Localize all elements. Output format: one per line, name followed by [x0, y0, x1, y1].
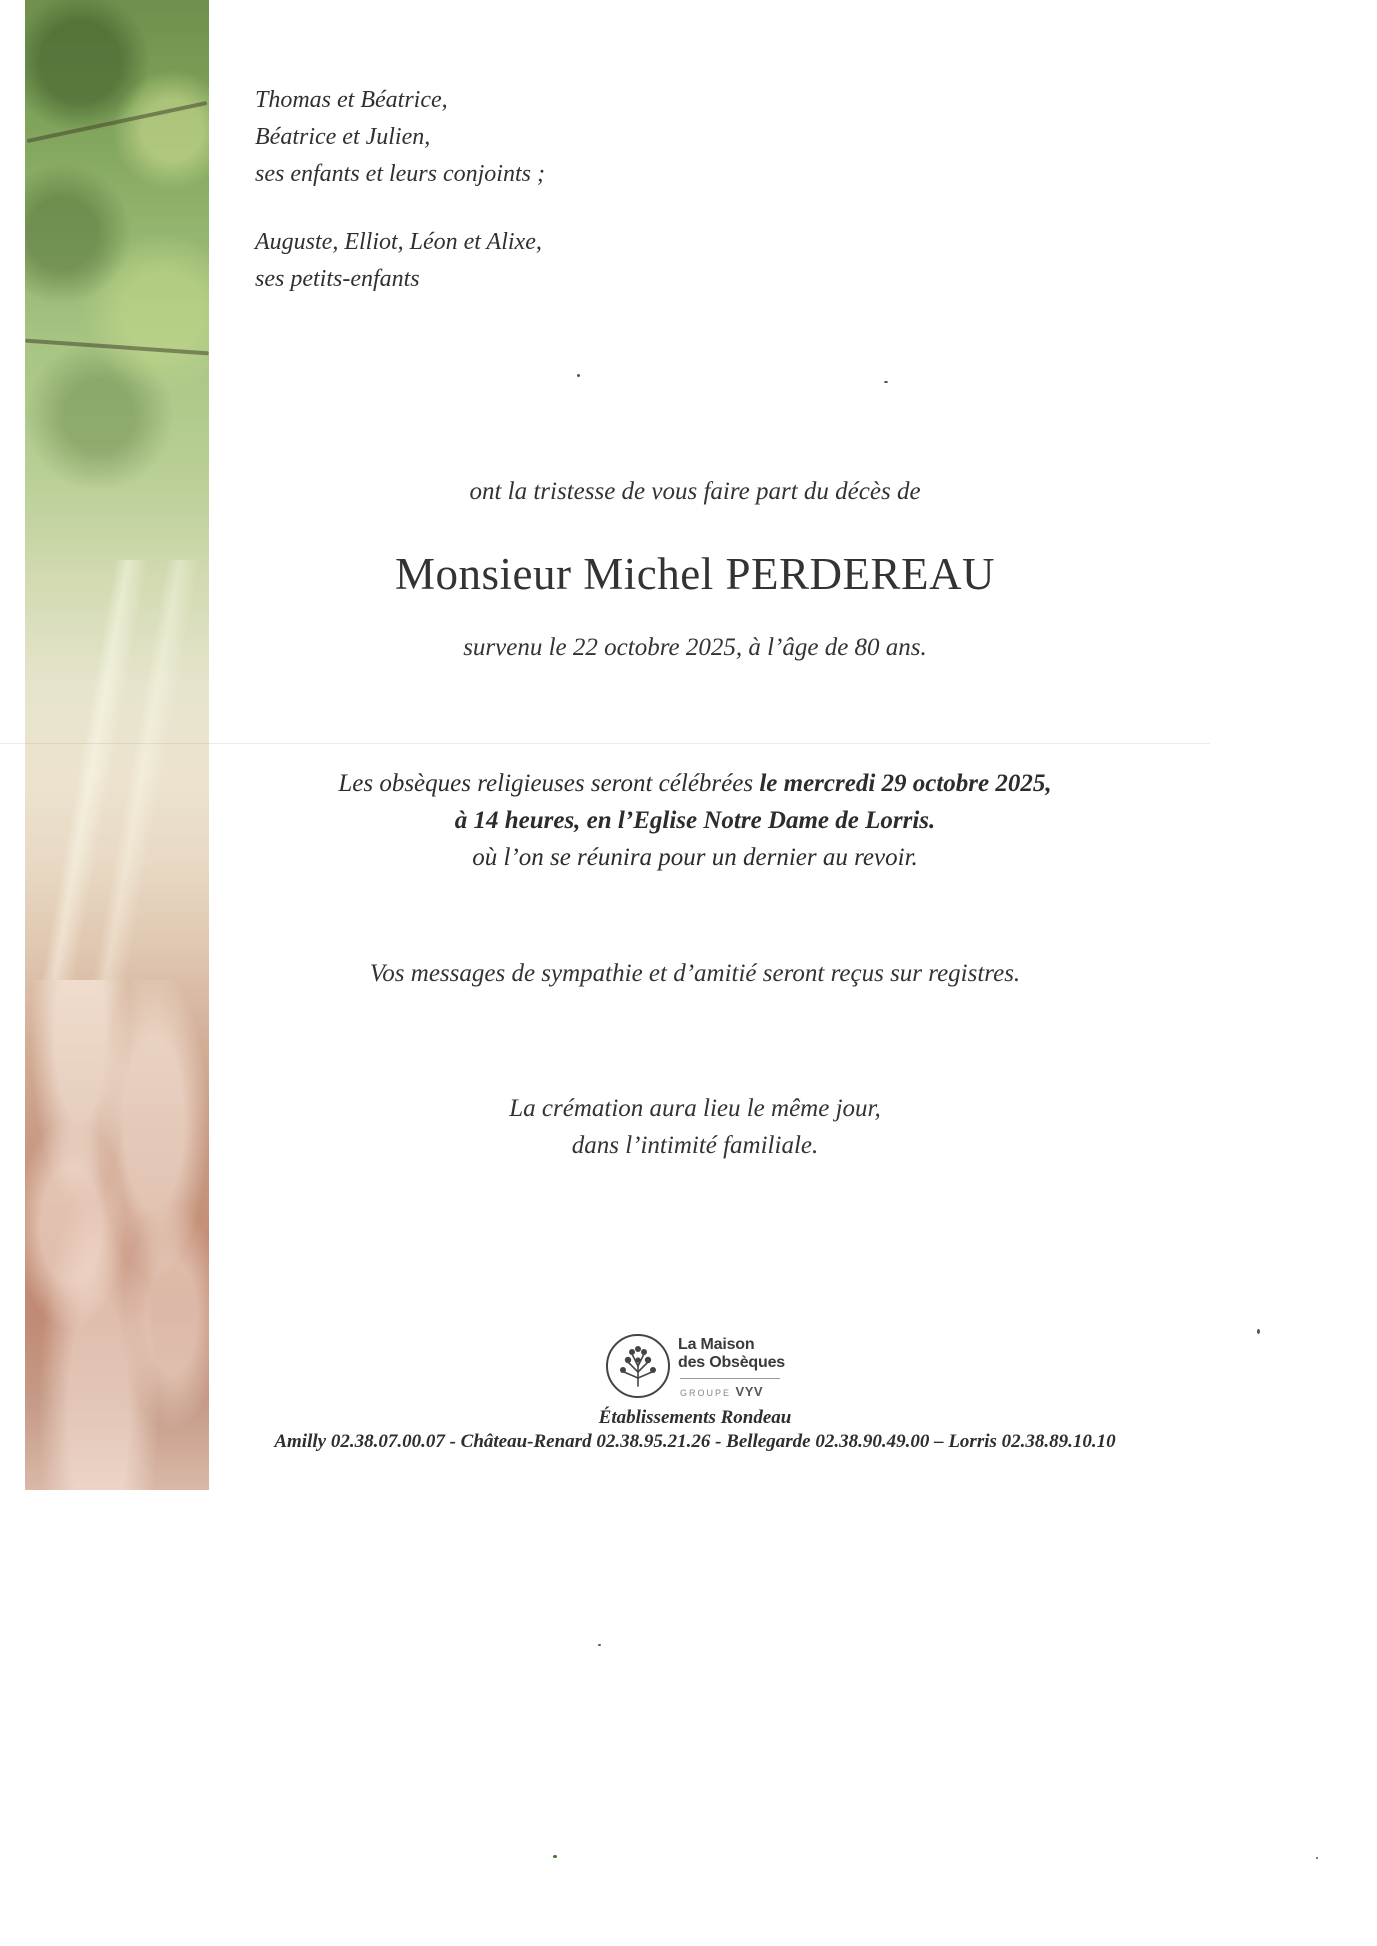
grandchildren-line: ses petits-enfants	[255, 266, 420, 292]
children-line: ses enfants et leurs conjoints ;	[255, 161, 545, 187]
funeral-details	[200, 765, 1190, 876]
logo-group-label	[680, 1384, 763, 1399]
fold-line	[0, 743, 1210, 744]
cremation-line-1: La crémation aura lieu le même jour,	[509, 1095, 881, 1122]
contact-phone-numbers: Amilly 02.38.07.00.07 - Château-Renard 02.38.95.21.26 - Bellegarde 02.38.90.49.00 – Lorris 02.38.89.10.10	[274, 1431, 1116, 1452]
tree-icon	[606, 1334, 670, 1398]
grandchildren-list	[255, 224, 542, 298]
grandchildren-line: Auguste, Elliot, Léon et Alixe,	[255, 229, 542, 255]
scan-speck	[1316, 1857, 1318, 1859]
scan-speck	[553, 1855, 557, 1858]
forest-path-image	[25, 0, 209, 1490]
cremation-details	[200, 1090, 1190, 1164]
group-label: GROUPE	[680, 1388, 732, 1398]
sympathy-message: Vos messages de sympathie et d’amitié seront reçus sur registres.	[369, 960, 1021, 987]
scan-speck	[1257, 1329, 1260, 1334]
logo-wordmark	[678, 1336, 785, 1372]
deceased-name: Monsieur Michel PERDEREAU	[395, 549, 995, 599]
funeral-gathering: où l’on se réunira pour un dernier au revoir.	[472, 844, 918, 871]
establishment-name: Établissements Rondeau	[598, 1407, 792, 1428]
logo-line-2: des Obsèques	[678, 1354, 785, 1371]
funeral-time-place: à 14 heures, en l’Eglise Notre Dame de Lorris.	[454, 807, 936, 834]
path-shadow-texture	[25, 980, 209, 1490]
announcement-intro: ont la tristesse de vous faire part du décès de	[469, 478, 921, 505]
children-line: Béatrice et Julien,	[255, 124, 431, 150]
children-list	[255, 82, 545, 193]
children-line: Thomas et Béatrice,	[255, 87, 448, 113]
foliage-texture	[25, 0, 209, 520]
group-name: VYV	[735, 1384, 764, 1399]
logo-divider	[680, 1378, 780, 1379]
cremation-line-2: dans l’intimité familiale.	[571, 1132, 819, 1159]
scan-speck	[884, 381, 888, 383]
funeral-date: le mercredi 29 octobre 2025,	[759, 770, 1052, 797]
death-details: survenu le 22 octobre 2025, à l’âge de 80 ans.	[463, 634, 927, 661]
scan-speck	[598, 1644, 601, 1646]
light-rays	[25, 560, 209, 980]
scan-speck	[577, 374, 580, 377]
funeral-line-1	[200, 765, 1190, 802]
funeral-home-logo	[606, 1332, 788, 1402]
logo-line-1: La Maison	[678, 1336, 755, 1353]
funeral-intro: Les obsèques religieuses seront célébrées	[338, 770, 760, 797]
